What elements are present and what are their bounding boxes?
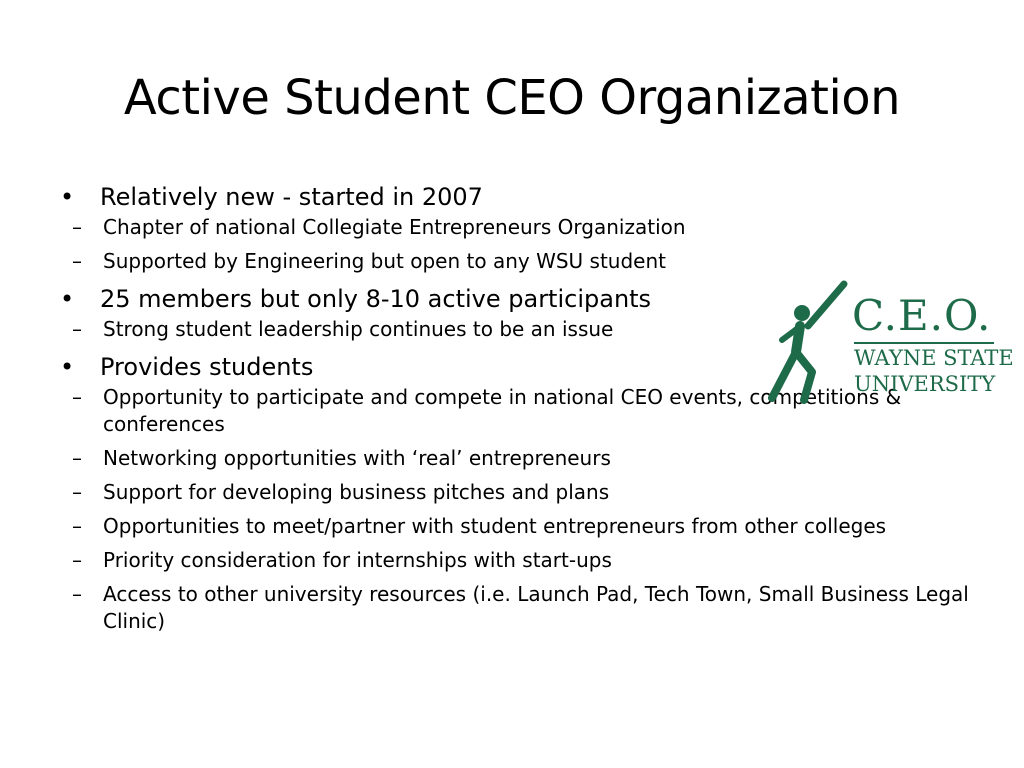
dash-symbol: – [72, 385, 82, 409]
dash-symbol: – [72, 582, 82, 606]
bullet-symbol: • [60, 285, 75, 313]
sub-bullet-list [58, 214, 988, 275]
sub-bullet-item [58, 214, 988, 241]
bullet-text: 25 members but only 8-10 active participants [100, 285, 652, 313]
sub-bullet-text: Networking opportunities with ‘real’ entrepreneurs [103, 446, 611, 470]
sub-bullet-item [58, 581, 988, 635]
sub-bullet-item [58, 513, 988, 540]
bullet-item [58, 180, 988, 275]
bullet-symbol: • [60, 183, 75, 211]
bullet-symbol: • [60, 353, 75, 381]
sub-bullet-text: Priority consideration for internships with start-ups [103, 548, 612, 572]
sub-bullet-text: Supported by Engineering but open to any WSU student [103, 249, 666, 273]
sub-bullet-text: Opportunities to meet/partner with student entrepreneurs from other colleges [103, 514, 887, 538]
sub-bullet-text: Access to other university resources (i.e. Launch Pad, Tech Town, Small Business Legal Clinic) [103, 582, 969, 633]
sub-bullet-text: Support for developing business pitches and plans [103, 480, 610, 504]
slide-title: Active Student CEO Organization [123, 70, 901, 126]
sub-bullet-text: Strong student leadership continues to be an issue [103, 317, 614, 341]
bullet-text: Provides students [100, 353, 314, 381]
logo-ceo-text: C.E.O. [852, 291, 992, 340]
bullet-text: Relatively new - started in 2007 [100, 183, 483, 211]
dash-symbol: – [72, 480, 82, 504]
dash-symbol: – [72, 249, 82, 273]
bullet-list [58, 180, 988, 642]
dash-symbol: – [72, 446, 82, 470]
sub-bullet-item [58, 445, 988, 472]
sub-bullet-text: Opportunity to participate and compete in national CEO events, competitions & conferences [103, 385, 902, 436]
logo-wayne-state-text: WAYNE STATE [854, 346, 1014, 370]
leaping-figure-icon [760, 280, 850, 405]
sub-bullet-item [58, 479, 988, 506]
sub-bullet-item [58, 248, 988, 275]
sub-bullet-item [58, 547, 988, 574]
ceo-wayne-state-logo [760, 280, 1014, 405]
dash-symbol: – [72, 548, 82, 572]
logo-divider [854, 342, 994, 344]
sub-bullet-list [58, 384, 988, 635]
sub-bullet-text: Chapter of national Collegiate Entrepreneurs Organization [103, 215, 686, 239]
dash-symbol: – [72, 215, 82, 239]
dash-symbol: – [72, 514, 82, 538]
logo-university-text: UNIVERSITY [854, 372, 996, 396]
dash-symbol: – [72, 317, 82, 341]
